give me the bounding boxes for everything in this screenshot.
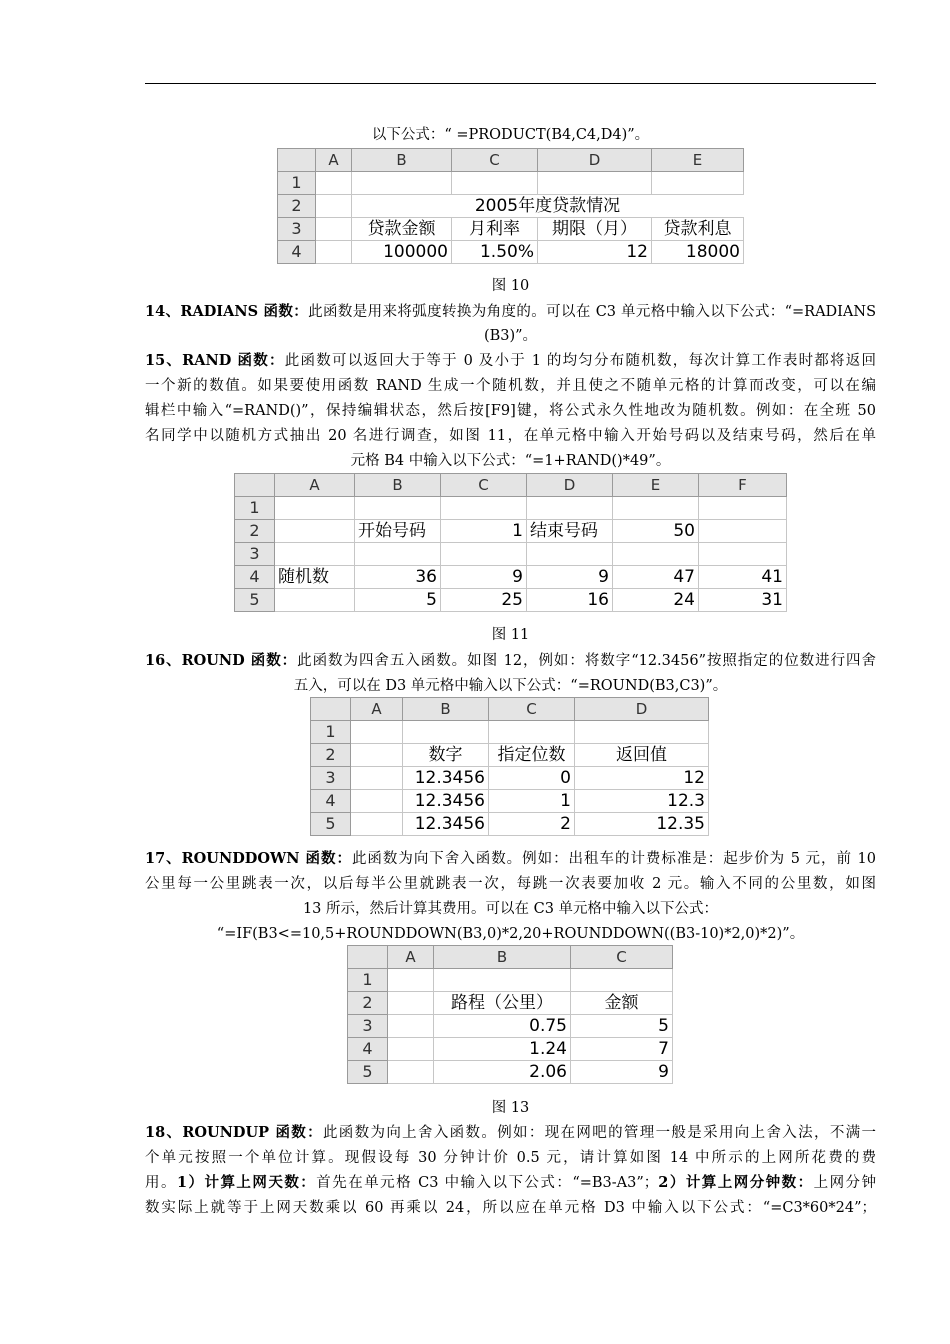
column-header: D [538, 149, 652, 172]
value-cell: 2.06 [434, 1061, 571, 1084]
empty-cell [275, 520, 355, 543]
column-header: B [355, 474, 441, 497]
value-cell: 12.3 [575, 790, 709, 813]
row-header: 3 [278, 218, 316, 241]
value-cell: 7 [571, 1038, 673, 1061]
empty-cell [351, 767, 403, 790]
paragraph-line: 一个新的数值。如果要使用函数 RAND 生成一个随机数，并且使之不随单元格的计算而改变，可以在编 [145, 378, 876, 394]
paragraph-line: 公里每一公里跳表一次，以后每半公里就跳表一次，每跳一次表要加收 2 元。输入不同的公里数，如图 [145, 876, 876, 892]
column-header: C [489, 698, 575, 721]
row-header: 2 [278, 195, 316, 218]
empty-cell [388, 1038, 434, 1061]
paragraph-line: 五入，可以在 D3 单元格中输入以下公式：“=ROUND(B3,C3)”。 [293, 678, 728, 694]
table-row [278, 241, 744, 264]
empty-cell [575, 721, 709, 744]
figure-11-table [234, 473, 787, 612]
row-header: 2 [235, 520, 275, 543]
paragraph-line: 13 所示，然后计算其费用。可以在 C3 单元格中输入以下公式： [302, 901, 719, 917]
value-cell: 0 [489, 767, 575, 790]
header-cell: 期限（月） [538, 218, 652, 241]
text-run: 上网分钟 [813, 1175, 877, 1191]
empty-cell [275, 589, 355, 612]
value-cell: 100000 [352, 241, 452, 264]
table-row [278, 195, 744, 218]
column-header: B [403, 698, 489, 721]
empty-cell [434, 969, 571, 992]
empty-cell [613, 497, 699, 520]
table-row [235, 589, 787, 612]
text-run: 此函数为向上舍入函数。例如：现在网吧的管理一般是采用向上舍入法，不满一 [322, 1125, 876, 1141]
value-cell: 2 [489, 813, 575, 836]
empty-cell [652, 172, 744, 195]
figure-12-table [310, 697, 709, 836]
header-cell: 指定位数 [489, 744, 575, 767]
corner-cell [235, 474, 275, 497]
value-cell: 0.75 [434, 1015, 571, 1038]
row-header: 5 [311, 813, 351, 836]
row-header: 1 [278, 172, 316, 195]
row-header: 1 [348, 969, 388, 992]
empty-cell [613, 543, 699, 566]
paragraph-line [145, 651, 876, 671]
column-header: C [571, 946, 673, 969]
value-cell: 18000 [652, 241, 744, 264]
empty-cell [403, 721, 489, 744]
value-cell: 1 [489, 790, 575, 813]
figure-13-table [347, 945, 673, 1084]
table-row [278, 218, 744, 241]
value-cell: 12.3456 [403, 813, 489, 836]
empty-cell [351, 744, 403, 767]
table-row [235, 520, 787, 543]
paragraph-line: (B3)”。 [483, 328, 538, 344]
empty-cell [699, 520, 787, 543]
header-cell: 贷款利息 [652, 218, 744, 241]
corner-cell [311, 698, 351, 721]
value-cell: 12.35 [575, 813, 709, 836]
empty-cell [316, 172, 352, 195]
bold-text: 15、RAND 函数： [145, 352, 285, 369]
row-header: 5 [235, 589, 275, 612]
text-run: 此函数为四舍五入函数。如图 12，例如：将数字“12.3456”按照指定的位数进行四舍 [297, 653, 876, 669]
end-value: 50 [613, 520, 699, 543]
column-header: C [452, 149, 538, 172]
column-header: A [275, 474, 355, 497]
header-cell: 路程（公里） [434, 992, 571, 1015]
header-cell: 金额 [571, 992, 673, 1015]
row-header: 2 [311, 744, 351, 767]
column-header-row [348, 946, 673, 969]
column-header: E [613, 474, 699, 497]
table-row [311, 767, 709, 790]
column-header: A [316, 149, 352, 172]
table-row [311, 790, 709, 813]
bold-text: 18、ROUNDUP 函数： [145, 1124, 323, 1141]
row-header: 3 [235, 543, 275, 566]
empty-cell [388, 1015, 434, 1038]
table-row [348, 992, 673, 1015]
paragraph-line [145, 1173, 876, 1193]
figure-caption: 图 11 [491, 627, 530, 643]
bold-text: 2）计算上网分钟数： [658, 1174, 814, 1191]
value-cell: 16 [527, 589, 613, 612]
figure-caption: 图 13 [491, 1100, 530, 1116]
value-cell: 25 [441, 589, 527, 612]
empty-cell [489, 721, 575, 744]
row-header: 5 [348, 1061, 388, 1084]
bold-text: 16、ROUND 函数： [145, 652, 298, 669]
bold-text: 1）计算上网天数： [176, 1174, 317, 1191]
value-cell: 1.24 [434, 1038, 571, 1061]
text-run: 此函数是用来将弧度转换为角度的。可以在 C3 单元格中输入以下公式：“=RADIANS [308, 304, 877, 320]
table-row [311, 813, 709, 836]
value-cell: 5 [355, 589, 441, 612]
value-cell: 12 [538, 241, 652, 264]
text-run: 此函数为向下舍入函数。例如：出租车的计费标准是：起步价为 5 元，前 10 [351, 851, 876, 867]
empty-cell [316, 218, 352, 241]
end-label: 结束号码 [527, 520, 613, 543]
column-header: F [699, 474, 787, 497]
corner-cell [348, 946, 388, 969]
text-run: 用。 [145, 1175, 177, 1191]
paragraph-line [145, 302, 876, 322]
row-header: 4 [348, 1038, 388, 1061]
row-header: 3 [311, 767, 351, 790]
corner-cell [278, 149, 316, 172]
header-cell: 贷款金额 [352, 218, 452, 241]
paragraph-line: 辑栏中输入“=RAND()”，保持编辑状态，然后按[F9]键，将公式永久性地改为随机数。例如：在全班 50 [145, 403, 876, 419]
column-header: A [351, 698, 403, 721]
column-header: E [652, 149, 744, 172]
figure-10-table [277, 148, 744, 264]
table-row [348, 1038, 673, 1061]
row-header: 1 [311, 721, 351, 744]
empty-cell [388, 969, 434, 992]
start-value: 1 [441, 520, 527, 543]
column-header: D [575, 698, 709, 721]
empty-cell [441, 543, 527, 566]
value-cell: 41 [699, 566, 787, 589]
column-header-row [311, 698, 709, 721]
bold-text: 14、RADIANS 函数： [145, 303, 309, 320]
header-cell: 数字 [403, 744, 489, 767]
empty-cell [351, 721, 403, 744]
empty-cell [452, 172, 538, 195]
table-row [278, 172, 744, 195]
table-title: 2005年度贷款情况 [352, 195, 744, 218]
empty-cell [352, 172, 452, 195]
value-cell: 9 [527, 566, 613, 589]
column-header: D [527, 474, 613, 497]
row-header: 2 [348, 992, 388, 1015]
row-header: 1 [235, 497, 275, 520]
row-header: 4 [311, 790, 351, 813]
paragraph-line: 元格 B4 中输入以下公式：“=1+RAND()*49”。 [350, 453, 671, 469]
value-cell: 12 [575, 767, 709, 790]
empty-cell [275, 497, 355, 520]
empty-cell [388, 992, 434, 1015]
row-header: 4 [278, 241, 316, 264]
empty-cell [275, 543, 355, 566]
start-label: 开始号码 [355, 520, 441, 543]
value-cell: 12.3456 [403, 790, 489, 813]
column-header: A [388, 946, 434, 969]
empty-cell [571, 969, 673, 992]
value-cell: 12.3456 [403, 767, 489, 790]
column-header: B [352, 149, 452, 172]
row-header: 4 [235, 566, 275, 589]
figure-caption: 图 10 [491, 278, 530, 294]
paragraph-line [145, 849, 876, 869]
formula-line: “=IF(B3<=10,5+ROUNDDOWN(B3,0)*2,20+ROUNDDOWN((B3-10)*2,0)*2)”。 [216, 926, 805, 942]
formula-line: 以下公式：“ =PRODUCT(B4,C4,D4)”。 [371, 127, 650, 143]
empty-cell [351, 813, 403, 836]
paragraph-line [145, 1123, 876, 1143]
table-row [348, 969, 673, 992]
value-cell: 31 [699, 589, 787, 612]
paragraph-line: 名同学中以随机方式抽出 20 名进行调查，如图 11，在单元格中输入开始号码以及结束号码，然后在单 [145, 428, 876, 444]
row-header: 3 [348, 1015, 388, 1038]
value-cell: 9 [441, 566, 527, 589]
table-row [348, 1015, 673, 1038]
empty-cell [527, 543, 613, 566]
empty-cell [351, 790, 403, 813]
table-row [311, 744, 709, 767]
value-cell: 1.50% [452, 241, 538, 264]
header-cell: 月利率 [452, 218, 538, 241]
table-row [311, 721, 709, 744]
empty-cell [699, 543, 787, 566]
empty-cell [388, 1061, 434, 1084]
value-cell: 47 [613, 566, 699, 589]
value-cell: 36 [355, 566, 441, 589]
column-header: C [441, 474, 527, 497]
empty-cell [527, 497, 613, 520]
random-label: 随机数 [275, 566, 355, 589]
column-header-row [278, 149, 744, 172]
table-row [235, 566, 787, 589]
header-rule [145, 83, 876, 84]
paragraph-line [145, 351, 876, 371]
empty-cell [441, 497, 527, 520]
table-row [235, 543, 787, 566]
value-cell: 9 [571, 1061, 673, 1084]
empty-cell [316, 195, 352, 218]
column-header: B [434, 946, 571, 969]
empty-cell [538, 172, 652, 195]
table-row [348, 1061, 673, 1084]
empty-cell [355, 543, 441, 566]
column-header-row [235, 474, 787, 497]
value-cell: 5 [571, 1015, 673, 1038]
paragraph-line: 个单元按照一个单位计算。现假设每 30 分钟计价 0.5 元，请计算如图 14 中所示的上网所花费的费 [145, 1150, 876, 1166]
empty-cell [699, 497, 787, 520]
value-cell: 24 [613, 589, 699, 612]
bold-text: 17、ROUNDDOWN 函数： [145, 850, 352, 867]
empty-cell [316, 241, 352, 264]
header-cell: 返回值 [575, 744, 709, 767]
text-run: 首先在单元格 C3 中输入以下公式：“=B3-A3”； [316, 1175, 659, 1191]
paragraph-line: 数实际上就等于上网天数乘以 60 再乘以 24，所以应在单元格 D3 中输入以下公式：“=C3*60*24”； [145, 1200, 876, 1216]
text-run: 此函数可以返回大于等于 0 及小于 1 的均匀分布随机数，每次计算工作表时都将返回 [284, 353, 877, 369]
table-row [235, 497, 787, 520]
empty-cell [355, 497, 441, 520]
